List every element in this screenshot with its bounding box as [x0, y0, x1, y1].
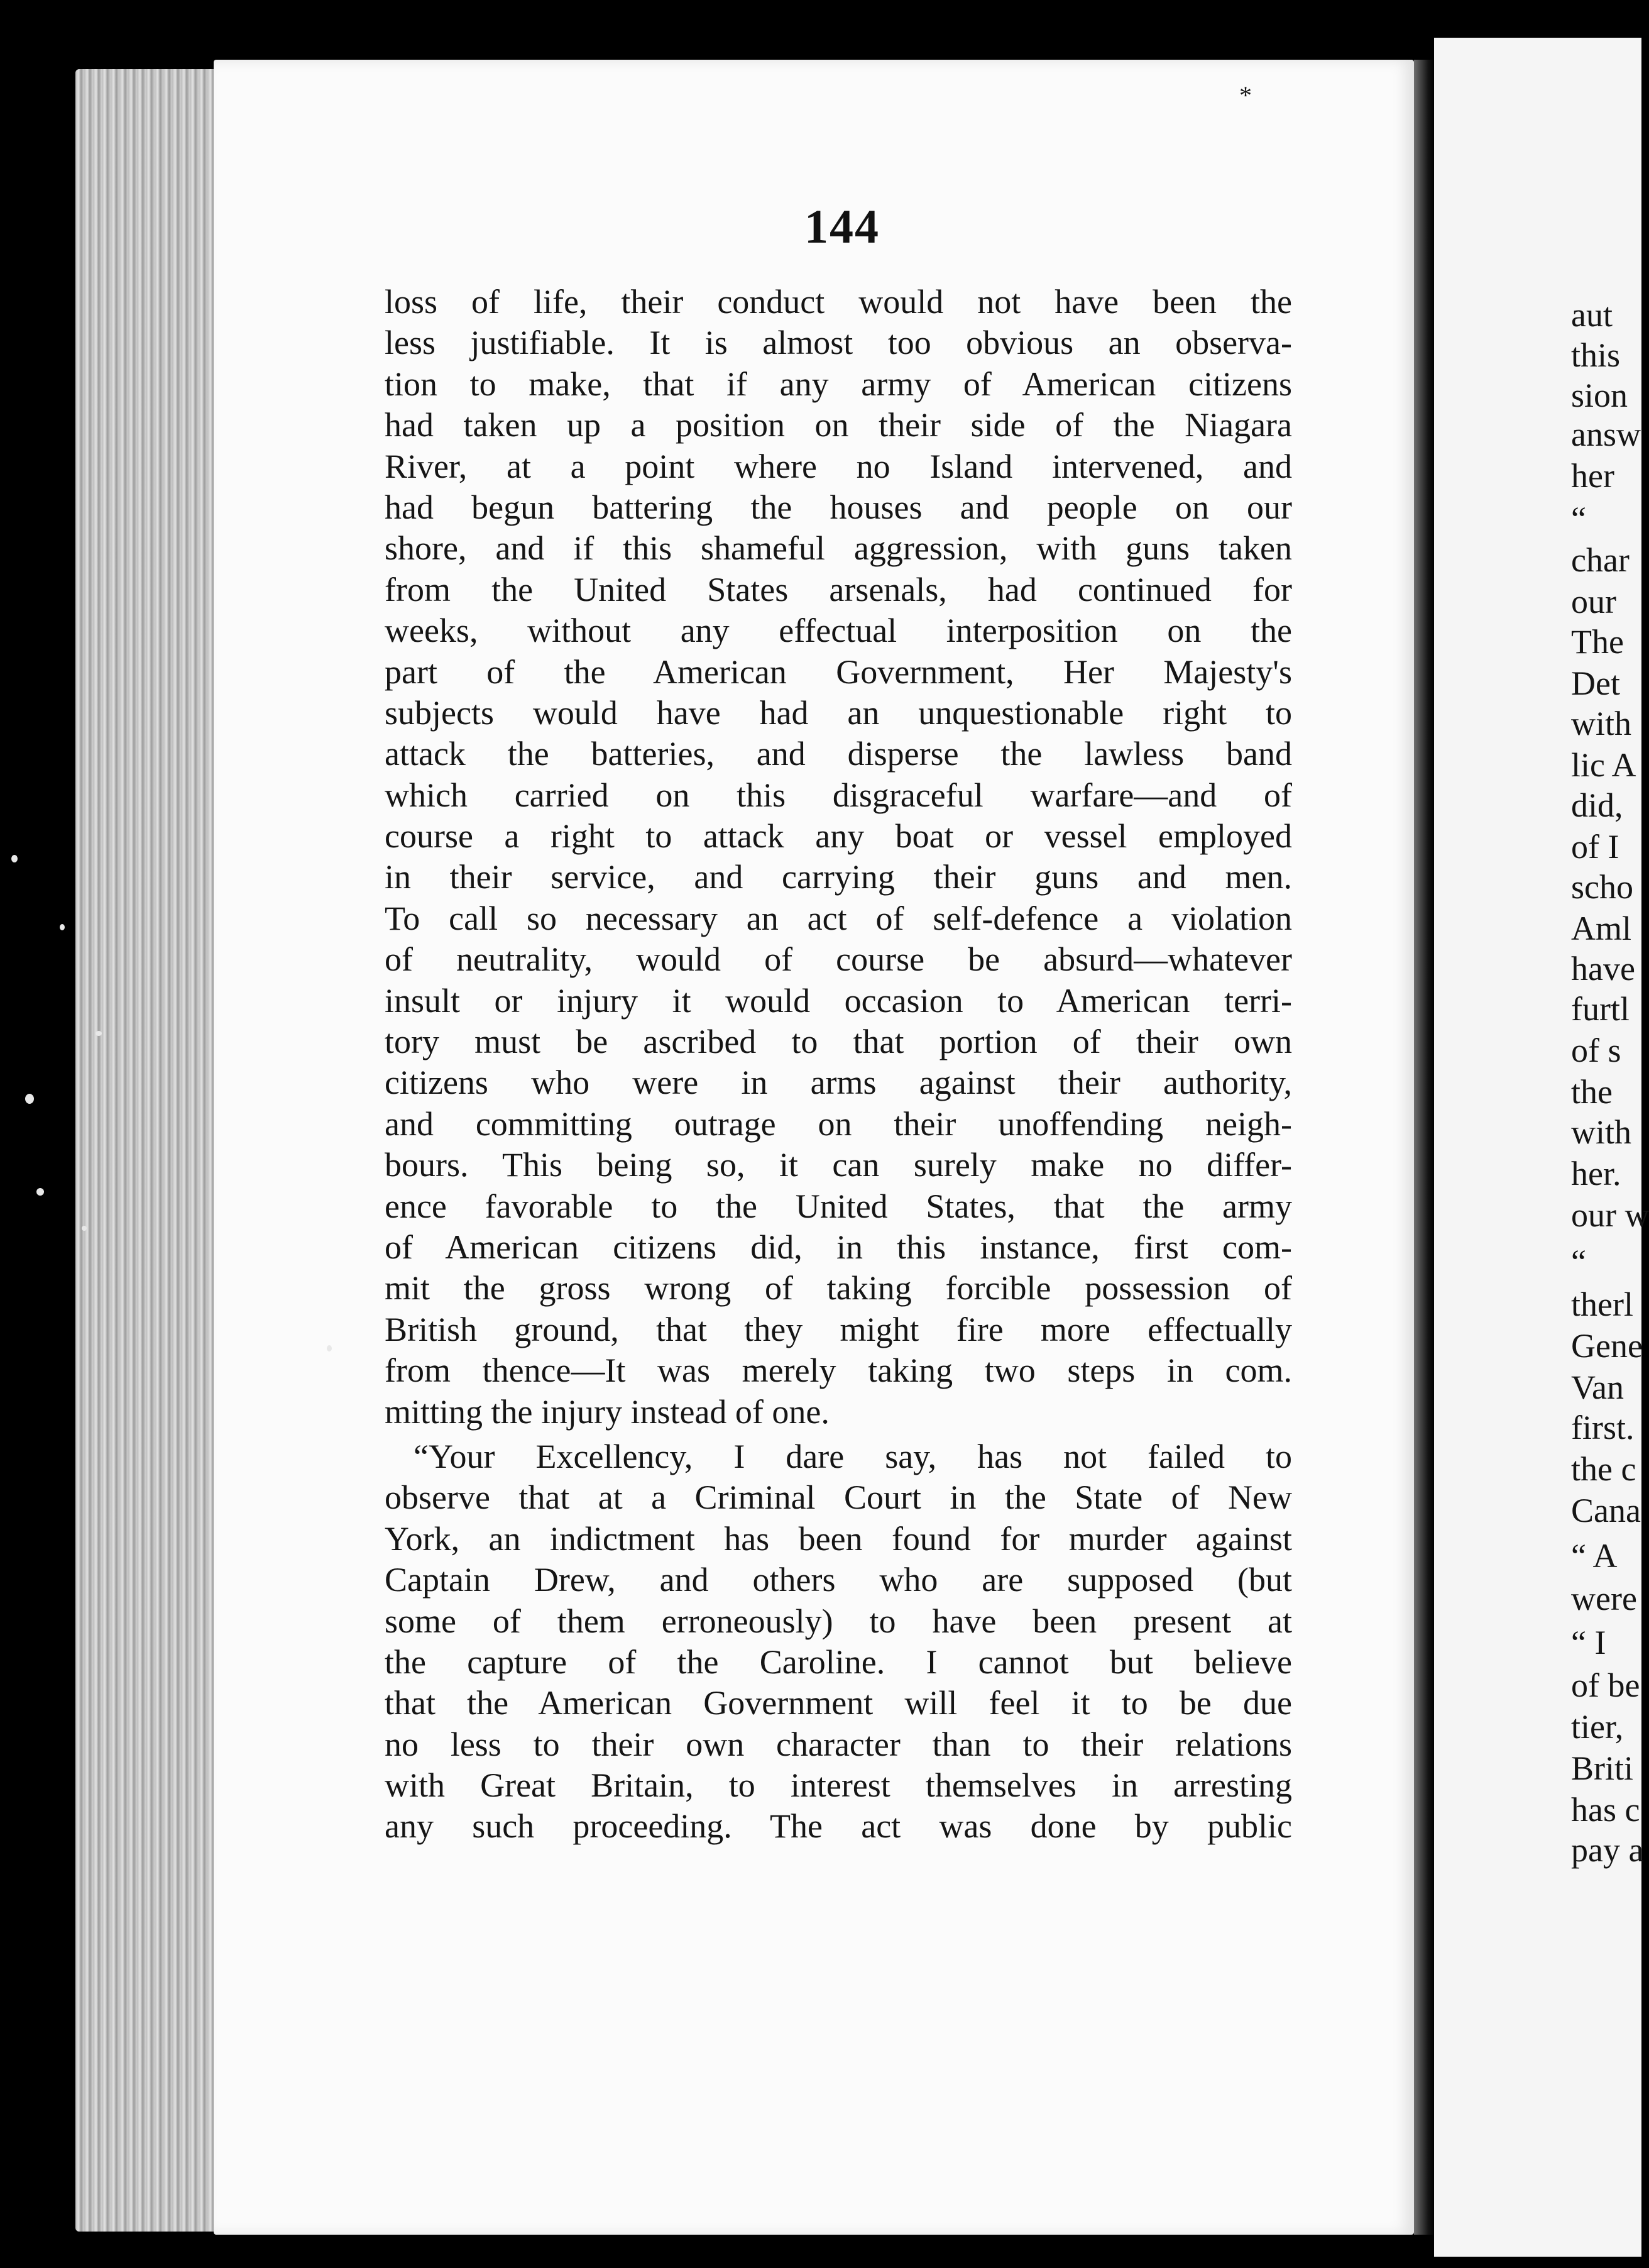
right-page-fragment: of be	[1571, 1666, 1640, 1704]
text-line: York, an indictment has been found for murder against	[385, 1519, 1292, 1558]
right-page-fragment: scho	[1571, 868, 1633, 906]
right-page-fragment: Gene	[1571, 1327, 1643, 1365]
text-line: some of them erroneously) to have been present at	[385, 1602, 1292, 1640]
text-line: tion to make, that if any army of American citizens	[385, 365, 1292, 403]
right-page-fragment: “ I	[1571, 1624, 1606, 1661]
text-line: subjects would have had an unquestionable right to	[385, 693, 1292, 732]
text-line: less justifiable. It is almost too obvious an observa-	[385, 324, 1292, 362]
text-line: and committing outrage on their unoffending neigh-	[385, 1104, 1292, 1143]
right-page-fragment: answ	[1571, 416, 1641, 453]
right-page-fragment: with	[1571, 1113, 1632, 1151]
text-line: observe that at a Criminal Court in the State of New	[385, 1478, 1292, 1517]
text-line: ence favorable to the United States, that the army	[385, 1187, 1292, 1225]
text-line: of neutrality, would of course be absurd—whatever	[385, 940, 1292, 979]
text-line: shore, and if this shameful aggression, with guns taken	[385, 529, 1292, 568]
text-line: mitting the injury instead of one.	[385, 1392, 830, 1431]
right-page-fragment: furtl	[1571, 990, 1630, 1028]
right-page-fragment: of s	[1571, 1032, 1621, 1069]
right-page-fragment: the c	[1571, 1450, 1636, 1488]
text-line: in their service, and carrying their guns and men.	[385, 858, 1292, 896]
scan-speck	[25, 1094, 34, 1104]
right-page-fragment: “	[1571, 500, 1586, 537]
top-mark: *	[1239, 81, 1252, 109]
text-line: loss of life, their conduct would not have been the	[385, 283, 1292, 321]
text-line: of American citizens did, in this instance, first com-	[385, 1228, 1292, 1266]
scan-speck	[96, 1031, 102, 1036]
text-line: from thence—It was merely taking two steps in com.	[385, 1351, 1292, 1390]
text-line: Captain Drew, and others who are supposed (but	[385, 1561, 1292, 1599]
text-line: attack the batteries, and disperse the lawless band	[385, 735, 1292, 773]
right-page-fragment: “ A	[1571, 1537, 1618, 1575]
text-line: tory must be ascribed to that portion of their own	[385, 1023, 1292, 1061]
text-line: with Great Britain, to interest themselves in arresting	[385, 1766, 1292, 1805]
right-page-fragment: were	[1571, 1580, 1637, 1617]
text-line: insult or injury it would occasion to American terri-	[385, 981, 1292, 1020]
scan-speck	[11, 855, 18, 862]
page-edge-stack	[75, 69, 220, 2232]
right-page-fragment: pay a	[1571, 1831, 1644, 1869]
scan-speck	[60, 924, 65, 930]
right-page-fragment: tier,	[1571, 1708, 1624, 1746]
text-line: had begun battering the houses and people on our	[385, 488, 1292, 526]
right-page-fragment: has c	[1571, 1791, 1640, 1829]
text-line: from the United States arsenals, had continued for	[385, 570, 1292, 608]
scan-speck	[36, 1188, 44, 1196]
text-line: no less to their own character than to their relations	[385, 1725, 1292, 1763]
text-line: To call so necessary an act of self-defence a violation	[385, 899, 1292, 937]
text-line: part of the American Government, Her Majesty's	[385, 652, 1292, 691]
right-page-fragment: our	[1571, 583, 1616, 620]
scan-speck	[327, 1345, 332, 1351]
right-page-fragment: this	[1571, 336, 1621, 374]
text-line: River, at a point where no Island intervened, and	[385, 447, 1292, 485]
right-page-fragment: char	[1571, 541, 1630, 579]
text-line: weeks, without any effectual interposition on the	[385, 612, 1292, 650]
book-gutter	[1414, 60, 1434, 2235]
right-page-fragment: Det	[1571, 664, 1620, 702]
text-line: course a right to attack any boat or vessel employed	[385, 817, 1292, 856]
text-line: any such proceeding. The act was done by public	[385, 1807, 1292, 1846]
right-page-fragment: our w	[1571, 1196, 1649, 1234]
right-page-fragment: The	[1571, 623, 1624, 661]
text-line: that the American Government will feel it to be due	[385, 1684, 1292, 1722]
right-page-fragment: lic A	[1571, 746, 1636, 784]
text-line: which carried on this disgraceful warfare—and of	[385, 776, 1292, 814]
scan-speck	[82, 1226, 87, 1231]
right-page-fragment: her.	[1571, 1155, 1621, 1192]
text-line: citizens who were in arms against their authority,	[385, 1064, 1292, 1102]
right-page-fragment: of I	[1571, 828, 1619, 866]
text-line: “Your Excellency, I dare say, has not failed to	[414, 1437, 1292, 1475]
right-page-fragment: Aml	[1571, 910, 1632, 947]
right-page-fragment: Cana	[1571, 1492, 1641, 1529]
text-line: had taken up a position on their side of the Niagara	[385, 406, 1292, 444]
text-line: the capture of the Caroline. I cannot but believe	[385, 1643, 1292, 1681]
right-page-fragment: therl	[1571, 1285, 1633, 1323]
right-page-fragment: with	[1571, 705, 1632, 742]
right-page-fragment: sion	[1571, 377, 1628, 414]
right-page-fragment: first.	[1571, 1409, 1635, 1446]
right-page-fragment: her	[1571, 457, 1614, 495]
right-page-fragment: did,	[1571, 786, 1623, 824]
text-line: British ground, that they might fire more effectually	[385, 1310, 1292, 1348]
page-number: 144	[804, 201, 880, 253]
right-page-fragment: have	[1571, 950, 1635, 988]
text-line: mit the gross wrong of taking forcible possession of	[385, 1269, 1292, 1307]
right-page-fragment: Briti	[1571, 1749, 1634, 1787]
right-page-fragment: Van	[1571, 1368, 1624, 1406]
right-page-fragment: aut	[1571, 296, 1613, 334]
right-page-fragment: the	[1571, 1073, 1613, 1111]
right-page-fragment: “	[1571, 1243, 1586, 1280]
text-line: bours. This being so, it can surely make no differ-	[385, 1146, 1292, 1184]
body-text	[385, 282, 1292, 1847]
